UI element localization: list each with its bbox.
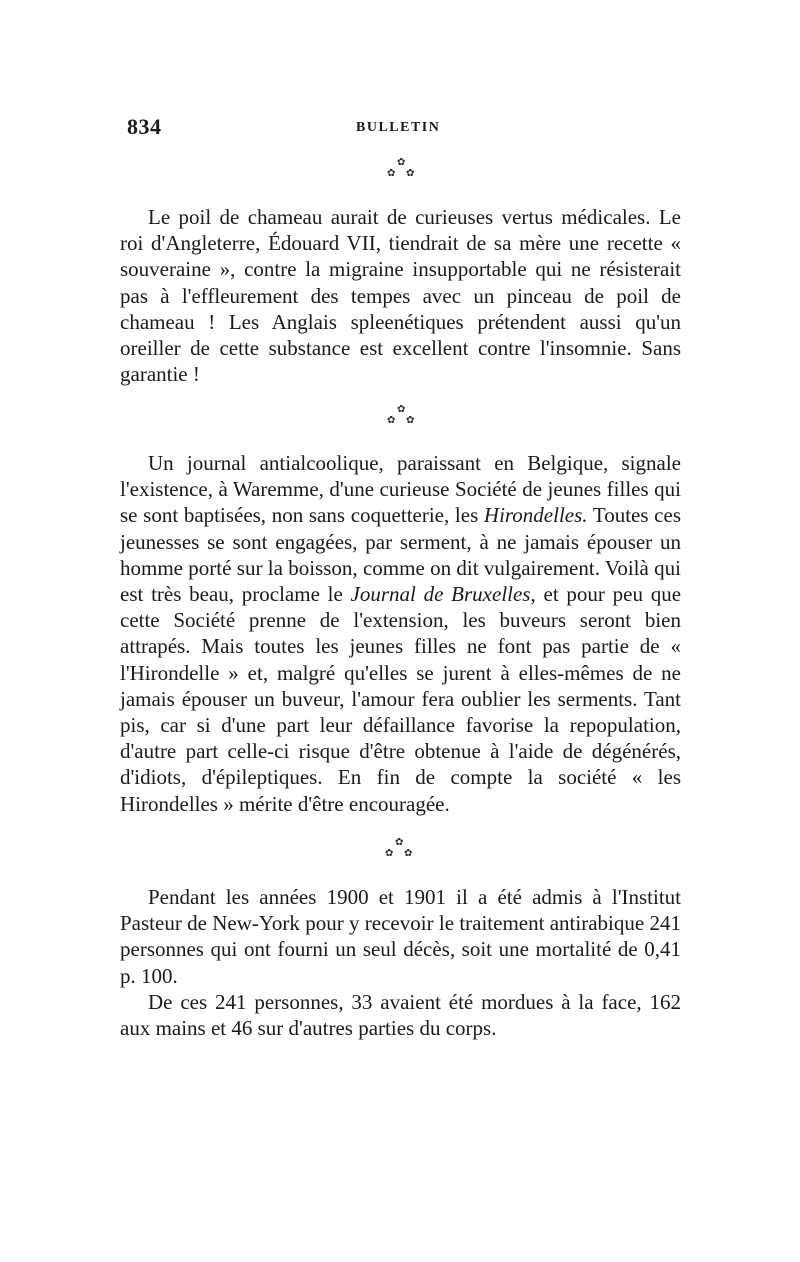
ornament-2-top: ✿	[397, 404, 406, 415]
paragraph-institut-pasteur: Pendant les années 1900 et 1901 il a été admis à l'Institut Pasteur de New-York pour y recevoir le traitement antirabique 241 personnes qui ont fourni un seul décès, soit une mortalité de 0,41 p. 100.	[120, 885, 681, 988]
ornament-1-right: ✿	[406, 168, 415, 179]
paragraph-hirondelles	[120, 450, 681, 817]
ornament-2-right: ✿	[406, 415, 415, 426]
paragraph-hirondelles-part-b: Toutes ces jeunesses se sont engagées, par serment, à ne jamais épouser un homme porté sur la boisson, comme on dit vulgairement. Voilà qui est très beau, proclame le	[120, 503, 682, 607]
page-number: 834	[127, 114, 162, 139]
ornament-3-right: ✿	[404, 848, 413, 859]
paragraph-camel-hair: Le poil de chameau aurait de curieuses vertus médicales. Le roi d'Angleterre, Édouard VII, tiendrait de sa mère une recette « souveraine », contre la migraine insupportable qui ne résisterait pas à l'effleurement des tempes avec un pinceau de poil de chameau ! Les Anglais spleenétiques prétendent aussi qu'un oreiller de cette substance est excellent contre l'insomnie. Sans garantie !	[120, 205, 681, 387]
ornament-1-top: ✿	[397, 157, 406, 168]
italic-hirondelles: Hirondelles.	[483, 503, 588, 528]
italic-journal-de-bruxelles: Journal de Bruxelles,	[350, 582, 536, 607]
ornament-divider-1	[0, 158, 800, 188]
paragraph-hirondelles-part-a: Un journal antialcoolique, paraissant en Belgique, signale l'existence, à Waremme, d'une curieuse Société de jeunes filles qui se sont baptisées, non sans coquetterie, les	[120, 451, 681, 528]
ornament-divider-3	[0, 838, 800, 868]
ornament-divider-2	[0, 405, 800, 435]
ornament-3-left: ✿	[385, 848, 394, 859]
paragraph-bite-locations: De ces 241 personnes, 33 avaient été mordues à la face, 162 aux mains et 46 sur d'autres parties du corps.	[120, 990, 681, 1041]
running-head: BULLETIN	[356, 120, 441, 135]
paragraph-hirondelles-part-c: et pour peu que cette Société prenne de l'extension, les buveurs seront bien attrapés. Mais toutes les jeunes filles ne font pas partie de « l'Hirondelle » et, malgré qu'elles se jurent à elles-mêmes de ne jamais épouser un buveur, l'amour fera oublier les serments. Tant pis, car si d'une part leur défaillance favorise la repopulation, d'autre part celle-ci risque d'être obtenue à l'aide de dégénérés, d'idiots, d'épileptiques. En fin de compte la société « les Hirondelles » mérite d'être encouragée.	[120, 582, 682, 816]
page-header	[127, 114, 681, 144]
ornament-2-left: ✿	[387, 415, 396, 426]
ornament-3-top: ✿	[395, 837, 404, 848]
ornament-1-left: ✿	[387, 168, 396, 179]
